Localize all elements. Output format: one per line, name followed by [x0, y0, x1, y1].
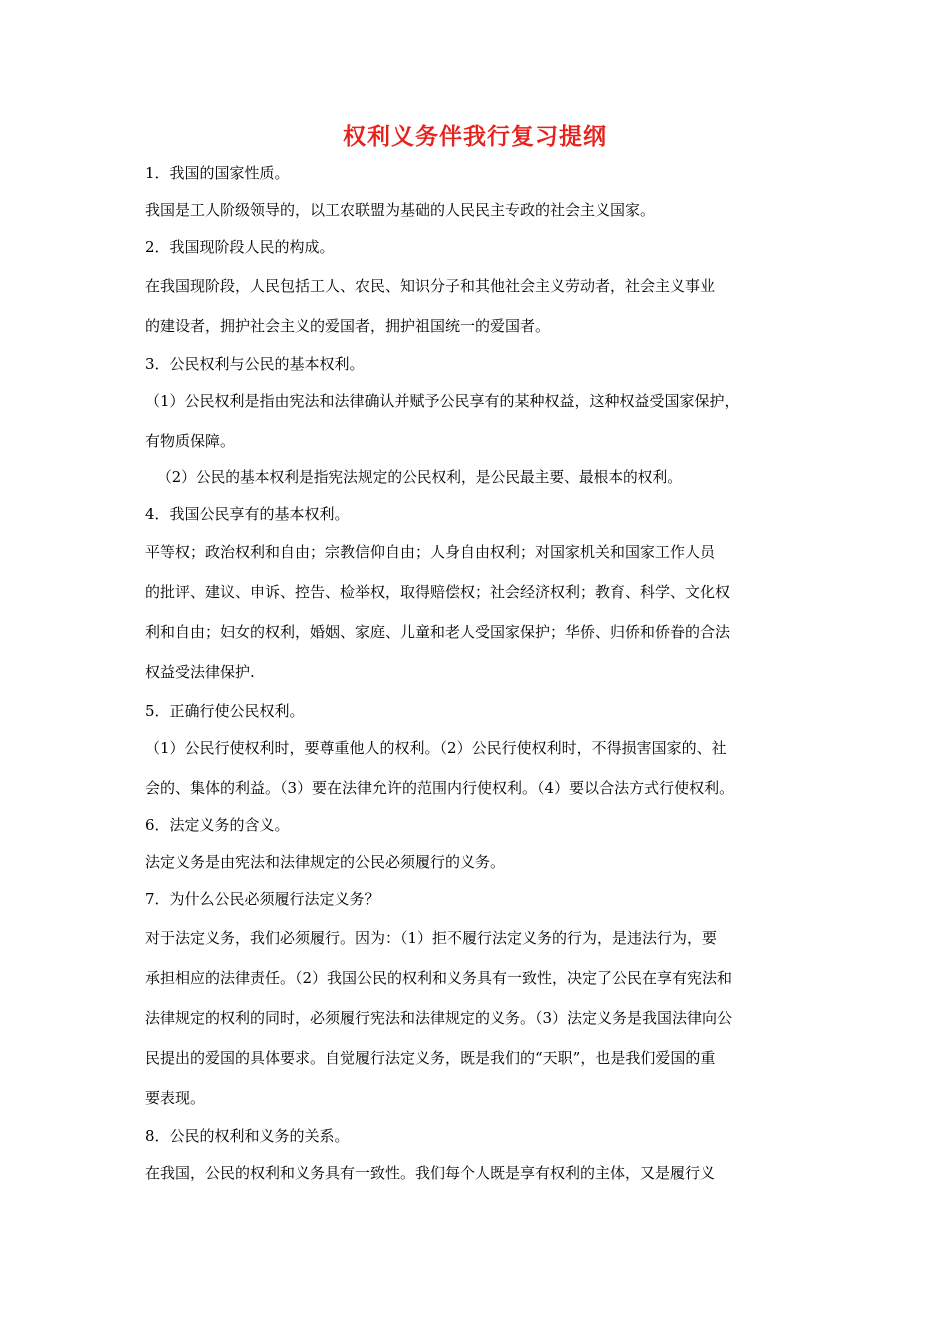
paragraph-line: 有物质保障。 [145, 432, 236, 450]
paragraph-line: （1）公民权利是指由宪法和法律确认并赋予公民享有的某种权益，这种权益受国家保护， [145, 392, 740, 410]
paragraph-line: 平等权；政治权利和自由；宗教信仰自由；人身自由权利；对国家机关和国家工作人员 [145, 543, 716, 561]
heading-5: 5．正确行使公民权利。 [145, 702, 305, 720]
paragraph-line: 会的、集体的利益。（3）要在法律允许的范围内行使权利。（4）要以合法方式行使权利。 [145, 779, 735, 797]
paragraph-line: 法律规定的权利的同时，必须履行宪法和法律规定的义务。（3）法定义务是我国法律向公 [145, 1009, 733, 1027]
paragraph-line: 利和自由；妇女的权利，婚姻、家庭、儿童和老人受国家保护；华侨、归侨和侨眷的合法 [145, 623, 731, 641]
paragraph-line: （1）公民行使权利时，要尊重他人的权利。（2）公民行使权利时，不得损害国家的、社 [145, 739, 727, 757]
heading-6: 6．法定义务的含义。 [145, 816, 290, 834]
document-title: 权利义务伴我行复习提纲 [343, 124, 607, 150]
paragraph-line: 对于法定义务，我们必须履行。因为：（1）拒不履行法定义务的行为，是违法行为，要 [145, 929, 718, 947]
paragraph-line: （2）公民的基本权利是指宪法规定的公民权利，是公民最主要、最根本的权利。 [157, 468, 682, 486]
paragraph-line: 的建设者，拥护社会主义的爱国者，拥护祖国统一的爱国者。 [145, 317, 551, 335]
paragraph-line: 法定义务是由宪法和法律规定的公民必须履行的义务。 [145, 853, 506, 871]
paragraph-line: 的批评、建议、申诉、控告、检举权，取得赔偿权；社会经济权利；教育、科学、文化权 [145, 583, 731, 601]
paragraph-line: 权益受法律保护. [145, 663, 255, 681]
heading-4: 4．我国公民享有的基本权利。 [145, 505, 350, 523]
paragraph-line: 在我国现阶段，人民包括工人、农民、知识分子和其他社会主义劳动者，社会主义事业 [145, 277, 716, 295]
heading-1: 1．我国的国家性质。 [145, 164, 290, 182]
paragraph-line: 要表现。 [145, 1089, 206, 1107]
paragraph-line: 民提出的爱国的具体要求。自觉履行法定义务，既是我们的“天职”，也是我们爱国的重 [145, 1049, 716, 1067]
heading-3: 3．公民权利与公民的基本权利。 [145, 355, 365, 373]
paragraph-line: 承担相应的法律责任。（2）我国公民的权利和义务具有一致性，决定了公民在享有宪法和 [145, 969, 733, 987]
heading-7: 7．为什么公民必须履行法定义务？ [145, 890, 380, 908]
paragraph-line: 在我国，公民的权利和义务具有一致性。我们每个人既是享有权利的主体，又是履行义 [145, 1164, 716, 1182]
heading-8: 8．公民的权利和义务的关系。 [145, 1127, 350, 1145]
paragraph-line: 我国是工人阶级领导的，以工农联盟为基础的人民民主专政的社会主义国家。 [145, 201, 656, 219]
heading-2: 2．我国现阶段人民的构成。 [145, 238, 335, 256]
